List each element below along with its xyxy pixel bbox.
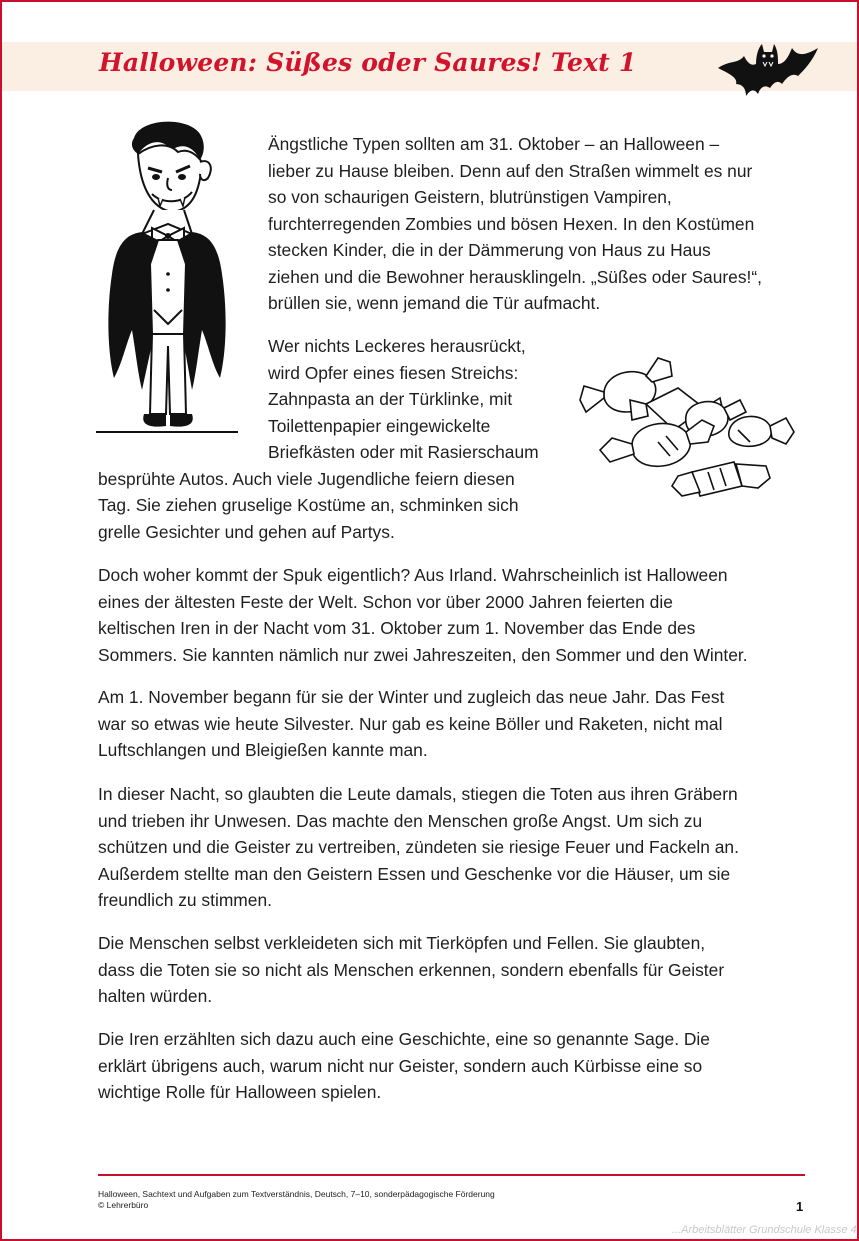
text-line: stecken Kinder, die in der Dämmerung von Haus zu Haus: [268, 240, 711, 260]
text-line: Tag. Sie ziehen gruselige Kostüme an, schminken sich: [98, 495, 519, 515]
text-line: Am 1. November begann für sie der Winter und zugleich das neue Jahr. Das Fest: [98, 687, 725, 707]
watermark: ...Arbeitsblätter Grundschule Klasse 4: [672, 1224, 857, 1236]
text-line: Doch woher kommt der Spuk eigentlich? Aus Irland. Wahrscheinlich ist Halloween: [98, 565, 728, 585]
text-line: furchterregenden Zombies und bösen Hexen. In den Kostümen: [268, 213, 755, 234]
text-line: Zahnpasta an der Türklinke, mit: [268, 389, 513, 409]
footer-copyright: © Lehrerbüro: [98, 1200, 149, 1210]
text-line: Wer nichts Leckeres herausrückt,: [268, 336, 526, 356]
text-line: keltischen Iren in der Nacht vom 31. Oktober zum 1. November das Ende des: [98, 618, 696, 638]
text-line: wird Opfer eines fiesen Streichs:: [268, 362, 519, 383]
bat-icon: [716, 34, 820, 104]
text-line: und trieben ihr Unwesen. Das machte den Menschen große Angst. Um sich zu: [98, 810, 703, 831]
text-line: halten würden.: [98, 986, 213, 1006]
text-line: wichtige Rolle für Halloween spielen.: [98, 1082, 382, 1102]
paragraph-4: [98, 684, 828, 764]
text-line: freundlich zu stimmen.: [98, 890, 272, 910]
text-line: Außerdem stellte man den Geistern Essen und Geschenke vor die Häuser, um sie: [98, 863, 731, 884]
text-line: In dieser Nacht, so glaubten die Leute damals, stiegen die Toten aus ihren Gräbern: [98, 784, 738, 804]
footer-credits: [98, 1189, 495, 1211]
text-line: so von schaurigen Geistern, blutrünstigen Vampiren,: [268, 187, 672, 207]
page-number: 1: [796, 1199, 804, 1214]
footer-divider: [98, 1174, 805, 1176]
text-line: besprühte Autos. Auch viele Jugendliche feiern diesen: [98, 468, 515, 489]
text-line: ziehen und die Bewohner herausklingeln. „Süßes oder Saures!“,: [268, 266, 762, 287]
text-line: war so etwas wie heute Silvester. Nur gab es keine Böller und Raketen, nicht mal: [98, 713, 723, 734]
text-line: dass die Toten sie so nicht als Menschen erkennen, sondern ebenfalls für Geister: [98, 959, 725, 980]
paragraph-2: [98, 333, 578, 545]
text-line: Toilettenpapier eingewickelte: [268, 415, 491, 436]
paragraph-7: [98, 1026, 828, 1106]
text-line: Die Menschen selbst verkleideten sich mit Tierköpfen und Fellen. Sie glaubten,: [98, 933, 706, 953]
text-line: brüllen sie, wenn jemand die Tür aufmacht.: [268, 293, 601, 313]
text-line: schützen und die Geister zu vertreiben, zündeten sie riesige Feuer und Fackeln an.: [98, 837, 739, 857]
paragraph-3: [98, 562, 828, 668]
text-line: lieber zu Hause bleiben. Denn auf den Straßen wimmelt es nur: [268, 160, 753, 181]
paragraph-6: [98, 930, 828, 1010]
text-line: grelle Gesichter und gehen auf Partys.: [98, 521, 395, 542]
paragraph-5: [98, 781, 828, 914]
text-line: eines der ältesten Feste der Welt. Schon vor über 2000 Jahren feierten die: [98, 591, 673, 612]
page-title: Halloween: Süßes oder Saures! Text 1: [99, 48, 637, 77]
text-line: Ängstliche Typen sollten am 31. Oktober – an Halloween –: [268, 134, 720, 154]
footer-source: Halloween, Sachtext und Aufgaben zum Textverständnis, Deutsch, 7–10, sonderpädagogische Förderung: [98, 1189, 495, 1199]
text-line: Briefkästen oder mit Rasierschaum: [268, 442, 539, 462]
text-line: Sommers. Sie kannten nämlich nur zwei Jahreszeiten, den Sommer und den Winter.: [98, 644, 748, 665]
text-line: Die Iren erzählten sich dazu auch eine Geschichte, eine so genannte Sage. Die: [98, 1029, 710, 1049]
paragraph-1: [268, 131, 828, 317]
text-line: Luftschlangen und Bleigießen kannte man.: [98, 740, 428, 760]
text-line: erklärt übrigens auch, warum nicht nur Geister, sondern auch Kürbisse eine so: [98, 1055, 703, 1076]
candy-illustration: [574, 346, 800, 510]
